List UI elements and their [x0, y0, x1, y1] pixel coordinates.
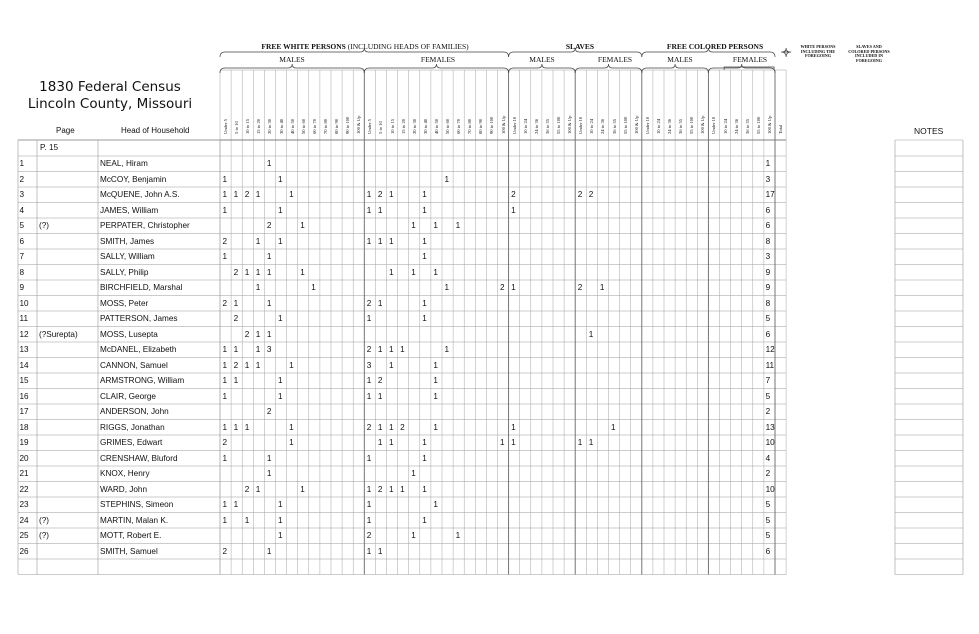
tally-cell: 1 — [255, 236, 261, 246]
tally-cell: 1 — [422, 314, 427, 323]
tally-cell: 1 — [455, 531, 461, 540]
tally-cell: 1 — [289, 190, 294, 199]
column-label: 36 to 55 — [544, 118, 550, 134]
row-total: 6 — [765, 329, 771, 339]
tally-cell: 1 — [222, 422, 228, 432]
tally-cell: 1 — [366, 515, 372, 525]
tally-cell: 1 — [433, 360, 438, 370]
tally-cell: 1 — [366, 205, 372, 215]
tally-cell: 1 — [377, 345, 383, 354]
row-number: 6 — [19, 236, 25, 246]
column-label: 40 to 50 — [433, 118, 439, 134]
tally-cell: 2 — [366, 345, 372, 354]
tally-cell: 1 — [266, 546, 272, 556]
row-number: 21 — [19, 469, 29, 478]
head-of-household: PERPATER, Christopher — [100, 221, 190, 230]
column-label: 55 to 100 — [556, 116, 561, 134]
tally-cell: 1 — [266, 329, 272, 339]
head-of-household: MARTIN, Malan K. — [100, 515, 169, 525]
page-label: P. 15 — [40, 143, 59, 152]
column-label: 55 to 100 — [689, 116, 695, 134]
tally-cell: 1 — [500, 438, 505, 447]
column-label: 20 to 30 — [267, 118, 273, 134]
column-label: Total — [778, 124, 783, 134]
tally-cell: 1 — [444, 174, 450, 184]
row-number: 3 — [19, 190, 25, 199]
head-of-household: SMITH, James — [100, 236, 155, 246]
tally-cell: 1 — [422, 236, 427, 246]
tally-cell: 1 — [266, 252, 272, 261]
row-total: 3 — [765, 252, 771, 261]
row-total: 10 — [765, 484, 775, 494]
tally-cell: 1 — [278, 515, 283, 525]
head-of-household: McDANEL, Elizabeth — [100, 345, 177, 354]
tally-cell: 1 — [511, 205, 516, 215]
tally-cell: 1 — [266, 267, 272, 277]
tally-cell: 1 — [222, 453, 228, 463]
head-of-household: GRIMES, Edwart — [100, 438, 163, 447]
head-of-household: NEAL, Hiram — [100, 159, 148, 168]
tally-cell: 1 — [433, 221, 438, 230]
head-of-household: MOSS, Lusepta — [100, 329, 158, 339]
title-line1: 1830 Federal Census — [39, 79, 181, 95]
column-label: 70 to 80 — [322, 118, 328, 134]
column-label: 36 to 55 — [678, 118, 684, 134]
tally-cell: 1 — [389, 345, 394, 354]
column-label: 40 to 50 — [289, 118, 295, 134]
row-total: 8 — [765, 298, 771, 308]
tally-cell: 1 — [222, 345, 228, 354]
row-number: 13 — [19, 345, 29, 354]
tally-cell: 1 — [278, 391, 283, 401]
tally-cell: 1 — [266, 298, 272, 308]
row-total: 8 — [765, 236, 771, 246]
column-label: 24 to 36 — [600, 118, 606, 134]
column-label: 55 to 100 — [755, 116, 761, 134]
row-total: 12 — [765, 345, 775, 354]
column-label: 24 to 36 — [733, 118, 739, 134]
tally-cell: 2 — [222, 298, 228, 308]
row-total: 2 — [765, 407, 771, 416]
head-of-household: McCOY, Benjamin — [100, 174, 167, 184]
slave-males-label: MALES — [529, 55, 555, 64]
tally-cell: 2 — [511, 190, 516, 199]
row-total: 5 — [765, 391, 771, 401]
row-number: 20 — [19, 453, 29, 463]
tally-cell: 1 — [278, 500, 283, 509]
tally-cell: 1 — [433, 500, 438, 509]
tally-cell: 1 — [289, 422, 294, 432]
column-label: Under 10 — [511, 116, 517, 134]
white-males-label: MALES — [279, 55, 305, 64]
row-total: 6 — [765, 546, 771, 556]
head-of-household: STEPHINS, Simeon — [100, 500, 174, 509]
tally-cell: 1 — [422, 298, 427, 308]
column-label: 10 to 24 — [589, 118, 595, 134]
tally-cell: 1 — [411, 221, 416, 230]
tally-cell: 2 — [244, 190, 250, 199]
tally-cell: 1 — [377, 205, 383, 215]
row-number: 24 — [19, 515, 29, 525]
row-number: 12 — [19, 329, 29, 339]
page-column-header: Page — [56, 126, 75, 135]
tally-cell: 1 — [422, 438, 427, 447]
tally-cell: 1 — [244, 360, 250, 370]
tally-cell: 1 — [222, 205, 228, 215]
tally-cell: 1 — [366, 376, 372, 385]
colored-males-label: MALES — [667, 55, 693, 64]
slaves-note: SLAVES AND COLORED PERSONS INCLUDED IN FOREGOING — [848, 44, 890, 63]
tally-cell: 2 — [366, 298, 372, 308]
tally-cell: 1 — [389, 236, 394, 246]
tally-cell: 1 — [222, 515, 228, 525]
tally-cell: 1 — [389, 484, 394, 494]
tally-cell: 1 — [599, 283, 605, 292]
tally-cell: 1 — [411, 531, 416, 540]
white-persons-note: WHITE PERSONS INCLUDING THE FOREGOING — [800, 44, 836, 59]
tally-cell: 1 — [377, 422, 383, 432]
tally-cell: 2 — [233, 314, 239, 323]
tally-cell: 1 — [511, 283, 516, 292]
row-total: 4 — [765, 453, 771, 463]
free-white-persons-header: FREE WHITE PERSONS (INCLUDING HEADS OF FAMILIES) — [261, 42, 469, 51]
tally-cell: 1 — [300, 267, 305, 277]
tally-cell: 2 — [577, 190, 583, 199]
column-label: Under 10 — [711, 116, 717, 134]
tally-cell: 1 — [233, 422, 239, 432]
column-label: 80 to 90 — [478, 118, 484, 134]
row-total: 5 — [765, 515, 771, 525]
row-total: 5 — [765, 500, 771, 509]
tally-cell: 1 — [266, 159, 272, 168]
tally-cell: 1 — [300, 221, 305, 230]
tally-cell: 1 — [400, 345, 405, 354]
tally-cell: 1 — [255, 190, 261, 199]
tally-cell: 1 — [366, 546, 372, 556]
free-colored-persons-header: FREE COLORED PERSONS — [666, 42, 764, 51]
row-total: 9 — [765, 283, 771, 292]
row-number: 7 — [19, 252, 25, 261]
column-label: 100 & Up — [700, 115, 706, 134]
column-label: 100 & Up — [633, 115, 639, 134]
tally-cell: 2 — [244, 329, 250, 339]
row-number: 25 — [19, 531, 29, 540]
tally-cell: 1 — [422, 453, 427, 463]
tally-cell: 2 — [366, 422, 372, 432]
tally-cell: 1 — [389, 267, 394, 277]
tally-cell: 2 — [266, 221, 272, 230]
row-total: 5 — [765, 531, 771, 540]
head-of-household: SALLY, Philip — [100, 267, 149, 277]
tally-cell: 1 — [366, 391, 372, 401]
tally-cell: 1 — [233, 190, 239, 199]
column-label: 100 & Up — [500, 115, 506, 134]
tally-cell: 1 — [411, 469, 416, 478]
tally-cell: 2 — [577, 283, 583, 292]
column-label: 30 to 40 — [422, 118, 428, 134]
head-of-household: CRENSHAW, Bluford — [100, 453, 178, 463]
row-number: 1 — [19, 159, 25, 168]
column-label: 20 to 30 — [411, 118, 417, 134]
column-label: 5 to 10 — [234, 121, 240, 134]
row-number: 19 — [19, 438, 29, 447]
column-label: 70 to 80 — [467, 118, 473, 134]
column-label: 10 to 24 — [655, 118, 661, 134]
tally-cell: 3 — [266, 345, 272, 354]
row-total: 10 — [765, 438, 775, 447]
tally-cell: 1 — [255, 360, 261, 370]
column-label: 24 to 36 — [667, 118, 672, 134]
tally-cell: 2 — [500, 283, 505, 292]
tally-cell: 1 — [422, 205, 427, 215]
tally-cell: 1 — [433, 267, 438, 277]
tally-cell: 1 — [222, 174, 228, 184]
row-number: 8 — [19, 267, 25, 277]
tally-cell: 1 — [278, 314, 283, 323]
tally-cell: 1 — [389, 422, 394, 432]
tally-cell: 1 — [222, 252, 228, 261]
tally-cell: 2 — [366, 531, 372, 540]
tally-cell: 1 — [377, 391, 383, 401]
column-label: 100 & Up — [766, 115, 772, 134]
tally-cell: 2 — [377, 376, 383, 385]
tally-cell: 1 — [377, 438, 383, 447]
row-page-note: (?) — [39, 515, 50, 525]
tally-cell: 1 — [366, 453, 372, 463]
column-label: 24 to 36 — [533, 118, 539, 134]
column-label: 15 to 20 — [256, 118, 262, 134]
row-number: 11 — [19, 314, 28, 323]
column-label: 10 to 15 — [245, 118, 251, 134]
tally-cell: 1 — [244, 515, 250, 525]
row-number: 22 — [19, 484, 29, 494]
tally-cell: 1 — [255, 267, 261, 277]
row-total: 1 — [765, 159, 771, 168]
tally-cell: 2 — [222, 236, 228, 246]
tally-cell: 2 — [222, 438, 228, 447]
column-label: 55 to 100 — [622, 116, 628, 134]
tally-cell: 1 — [222, 360, 228, 370]
tally-cell: 1 — [611, 422, 616, 432]
tally-cell: 1 — [278, 376, 283, 385]
tally-cell: 1 — [366, 190, 372, 199]
column-label: 80 to 90 — [334, 118, 339, 134]
tally-cell: 2 — [222, 546, 228, 556]
tally-cell: 1 — [422, 484, 427, 494]
tally-cell: 1 — [366, 314, 372, 323]
tally-cell: 1 — [422, 190, 427, 199]
column-label: 36 to 55 — [611, 118, 617, 134]
column-label: 60 to 70 — [456, 118, 462, 134]
column-label: 50 to 60 — [300, 118, 306, 134]
tally-cell: 1 — [255, 329, 261, 339]
tally-cell: 1 — [311, 283, 316, 292]
tally-cell: 1 — [377, 298, 383, 308]
row-total: 13 — [765, 422, 775, 432]
tally-cell: 1 — [289, 360, 294, 370]
tally-cell: 1 — [289, 438, 294, 447]
row-number: 5 — [19, 221, 25, 230]
head-of-household: CLAIR, George — [100, 391, 156, 401]
column-label: Under 5 — [223, 119, 228, 134]
tally-cell: 1 — [444, 345, 450, 354]
row-number: 14 — [19, 360, 29, 370]
tally-cell: 1 — [433, 391, 438, 401]
tally-cell: 1 — [255, 484, 261, 494]
column-label: 100 & Up — [567, 115, 573, 134]
tally-cell: 2 — [244, 484, 250, 494]
tally-cell: 1 — [422, 515, 427, 525]
tally-cell: 1 — [400, 484, 405, 494]
row-page-note: (?) — [39, 531, 50, 540]
row-number: 15 — [19, 376, 29, 385]
tally-cell: 1 — [222, 500, 228, 509]
column-label: 30 to 40 — [278, 118, 284, 134]
column-label: 100 & Up — [356, 115, 362, 134]
tally-cell: 1 — [366, 236, 372, 246]
head-of-household: WARD, John — [100, 484, 148, 494]
tally-cell: 1 — [444, 283, 450, 292]
tally-cell: 1 — [278, 205, 283, 215]
row-number: 18 — [19, 422, 29, 432]
tally-cell: 1 — [266, 469, 272, 478]
slaves-header: SLAVES — [565, 42, 595, 51]
row-number: 23 — [19, 500, 29, 509]
tally-cell: 1 — [577, 438, 583, 447]
row-total: 7 — [765, 376, 771, 385]
tally-cell: 1 — [411, 267, 416, 277]
tally-cell: 2 — [588, 190, 594, 199]
tally-cell: 1 — [511, 438, 516, 447]
row-number: 16 — [19, 391, 29, 401]
row-total: 6 — [765, 221, 771, 230]
column-label: 60 to 70 — [311, 118, 317, 134]
column-label: Under 10 — [578, 116, 584, 134]
colored-females-label: FEMALES — [732, 55, 768, 64]
head-of-household-header: Head of Household — [121, 126, 190, 135]
column-label: 10 to 24 — [522, 118, 528, 134]
tally-cell: 1 — [222, 190, 228, 199]
head-of-household: CANNON, Samuel — [100, 360, 168, 370]
tally-cell: 2 — [400, 422, 405, 432]
tally-cell: 2 — [233, 267, 239, 277]
column-label: 90 to 100 — [345, 116, 351, 134]
notes-header: NOTES — [914, 126, 944, 136]
tally-cell: 1 — [278, 236, 283, 246]
head-of-household: SALLY, William — [100, 252, 155, 261]
tally-cell: 1 — [377, 236, 383, 246]
row-total: 5 — [765, 314, 771, 323]
head-of-household: PATTERSON, James — [100, 314, 178, 323]
title-line2: Lincoln County, Missouri — [27, 96, 193, 112]
column-label: 15 to 20 — [400, 118, 406, 134]
head-of-household: BIRCHFIELD, Marshal — [100, 283, 183, 292]
tally-cell: 1 — [244, 422, 250, 432]
tally-cell: 2 — [377, 484, 383, 494]
head-of-household: MOTT, Robert E. — [100, 531, 162, 540]
row-number: 4 — [19, 205, 25, 215]
tally-cell: 1 — [455, 221, 461, 230]
tally-cell: 1 — [389, 360, 394, 370]
tally-cell: 1 — [255, 345, 261, 354]
row-page-note: (?Surepta) — [39, 329, 78, 339]
row-total: 6 — [765, 205, 771, 215]
column-label: 36 to 55 — [744, 118, 750, 134]
tally-cell: 1 — [300, 484, 305, 494]
tally-cell: 1 — [233, 376, 239, 385]
row-number: 9 — [19, 283, 25, 292]
tally-cell: 1 — [244, 267, 250, 277]
row-total: 17 — [765, 190, 775, 199]
slave-females-label: FEMALES — [597, 55, 633, 64]
tally-cell: 1 — [233, 298, 239, 308]
tally-cell: 2 — [377, 190, 383, 199]
head-of-household: ANDERSON, John — [100, 407, 169, 416]
tally-cell: 1 — [222, 391, 228, 401]
tally-cell: 2 — [233, 360, 239, 370]
tally-cell: 1 — [278, 531, 283, 540]
tally-cell: 1 — [588, 438, 594, 447]
tally-cell: 1 — [389, 438, 394, 447]
row-total: 3 — [765, 174, 771, 184]
column-label: 50 to 60 — [445, 118, 450, 134]
column-label: 10 to 15 — [389, 118, 395, 134]
row-number: 10 — [19, 298, 29, 308]
head-of-household: SMITH, Samuel — [100, 546, 158, 556]
tally-cell: 1 — [266, 453, 272, 463]
head-of-household: McQUENE, John A.S. — [100, 190, 180, 199]
tally-cell: 1 — [377, 546, 383, 556]
row-total: 2 — [765, 469, 771, 478]
column-label: 90 to 100 — [489, 116, 495, 134]
column-label: Under 10 — [644, 116, 650, 134]
row-number: 17 — [19, 407, 29, 416]
tally-cell: 1 — [433, 422, 438, 432]
tally-cell: 1 — [233, 345, 239, 354]
head-of-household: RIGGS, Jonathan — [100, 422, 165, 432]
head-of-household: MOSS, Peter — [100, 298, 149, 308]
tally-cell: 1 — [255, 283, 261, 292]
column-label: Under 5 — [367, 119, 373, 134]
head-of-household: KNOX, Henry — [100, 469, 150, 478]
column-label: 10 to 24 — [722, 118, 728, 134]
tally-cell: 1 — [366, 484, 372, 494]
tally-cell: 1 — [222, 376, 228, 385]
row-page-note: (?) — [39, 221, 50, 230]
row-total: 11 — [765, 360, 775, 370]
tally-cell: 1 — [389, 190, 394, 199]
tally-cell: 1 — [588, 329, 594, 339]
row-number: 2 — [19, 174, 25, 184]
head-of-household: ARMSTRONG, William — [100, 376, 185, 385]
tally-cell: 1 — [233, 500, 239, 509]
white-females-label: FEMALES — [420, 55, 456, 64]
tally-cell: 3 — [366, 360, 372, 370]
row-total: 9 — [765, 267, 771, 277]
tally-cell: 2 — [266, 407, 272, 416]
tally-cell: 1 — [511, 422, 516, 432]
column-label: 5 to 10 — [378, 121, 384, 134]
tally-cell: 1 — [278, 174, 283, 184]
tally-cell: 1 — [366, 500, 372, 509]
head-of-household: JAMES, William — [100, 205, 159, 215]
row-number: 26 — [19, 546, 29, 556]
tally-cell: 1 — [422, 252, 427, 261]
tally-cell: 1 — [433, 376, 438, 385]
